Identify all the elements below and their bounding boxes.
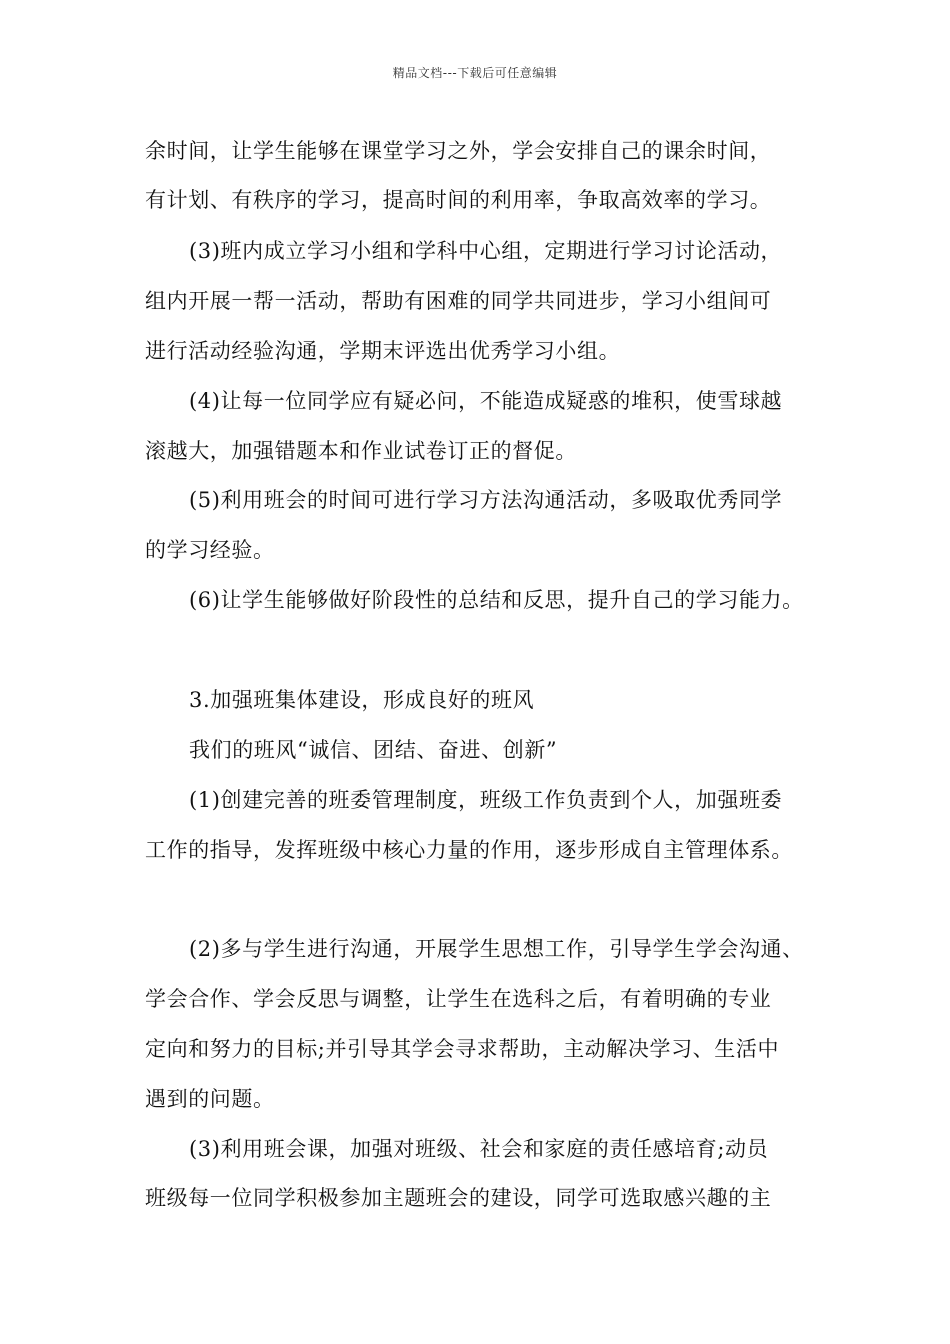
page-header-watermark: 精品文档---下载后可任意编辑 bbox=[392, 66, 558, 80]
paragraph-line: (2)多与学生进行沟通，开展学生思想工作，引导学生学会沟通、 bbox=[189, 937, 804, 961]
paragraph-line: (5)利用班会的时间可进行学习方法沟通活动，多吸取优秀同学 bbox=[189, 488, 783, 512]
paragraph-line: 我们的班风“诚信、团结、奋进、创新” bbox=[189, 738, 558, 762]
paragraph-line: 遇到的问题。 bbox=[145, 1087, 275, 1111]
paragraph-line: 滚越大，加强错题本和作业试卷订正的督促。 bbox=[145, 439, 577, 463]
paragraph-line: 组内开展一帮一活动，帮助有困难的同学共同进步，学习小组间可 bbox=[145, 289, 772, 313]
paragraph-line: (6)让学生能够做好阶段性的总结和反思，提升自己的学习能力。 bbox=[189, 588, 804, 612]
paragraph-line: 余时间，让学生能够在课堂学习之外，学会安排自己的课余时间， bbox=[145, 139, 772, 163]
paragraph-line: (1)创建完善的班委管理制度，班级工作负责到个人，加强班委 bbox=[189, 788, 783, 812]
paragraph-line: 有计划、有秩序的学习，提高时间的利用率，争取高效率的学习。 bbox=[145, 188, 772, 212]
paragraph-line: 进行活动经验沟通，学期末评选出优秀学习小组。 bbox=[145, 339, 621, 363]
paragraph-line: 学会合作、学会反思与调整，让学生在选科之后，有着明确的专业 bbox=[145, 987, 772, 1011]
paragraph-line: 的学习经验。 bbox=[145, 538, 275, 562]
paragraph-line: (3)利用班会课，加强对班级、社会和家庭的责任感培育;动员 bbox=[189, 1137, 769, 1161]
section-heading: 3.加强班集体建设，形成良好的班风 bbox=[189, 688, 535, 712]
paragraph-line: (3)班内成立学习小组和学科中心组，定期进行学习讨论活动， bbox=[189, 239, 783, 263]
paragraph-line: 工作的指导，发挥班级中核心力量的作用，逐步形成自主管理体系。 bbox=[145, 838, 793, 862]
paragraph-line: 班级每一位同学积极参加主题班会的建设，同学可选取感兴趣的主 bbox=[145, 1186, 772, 1210]
paragraph-line: 定向和努力的目标;并引导其学会寻求帮助，主动解决学习、生活中 bbox=[145, 1037, 780, 1061]
paragraph-line: (4)让每一位同学应有疑必问，不能造成疑惑的堆积，使雪球越 bbox=[189, 389, 783, 413]
